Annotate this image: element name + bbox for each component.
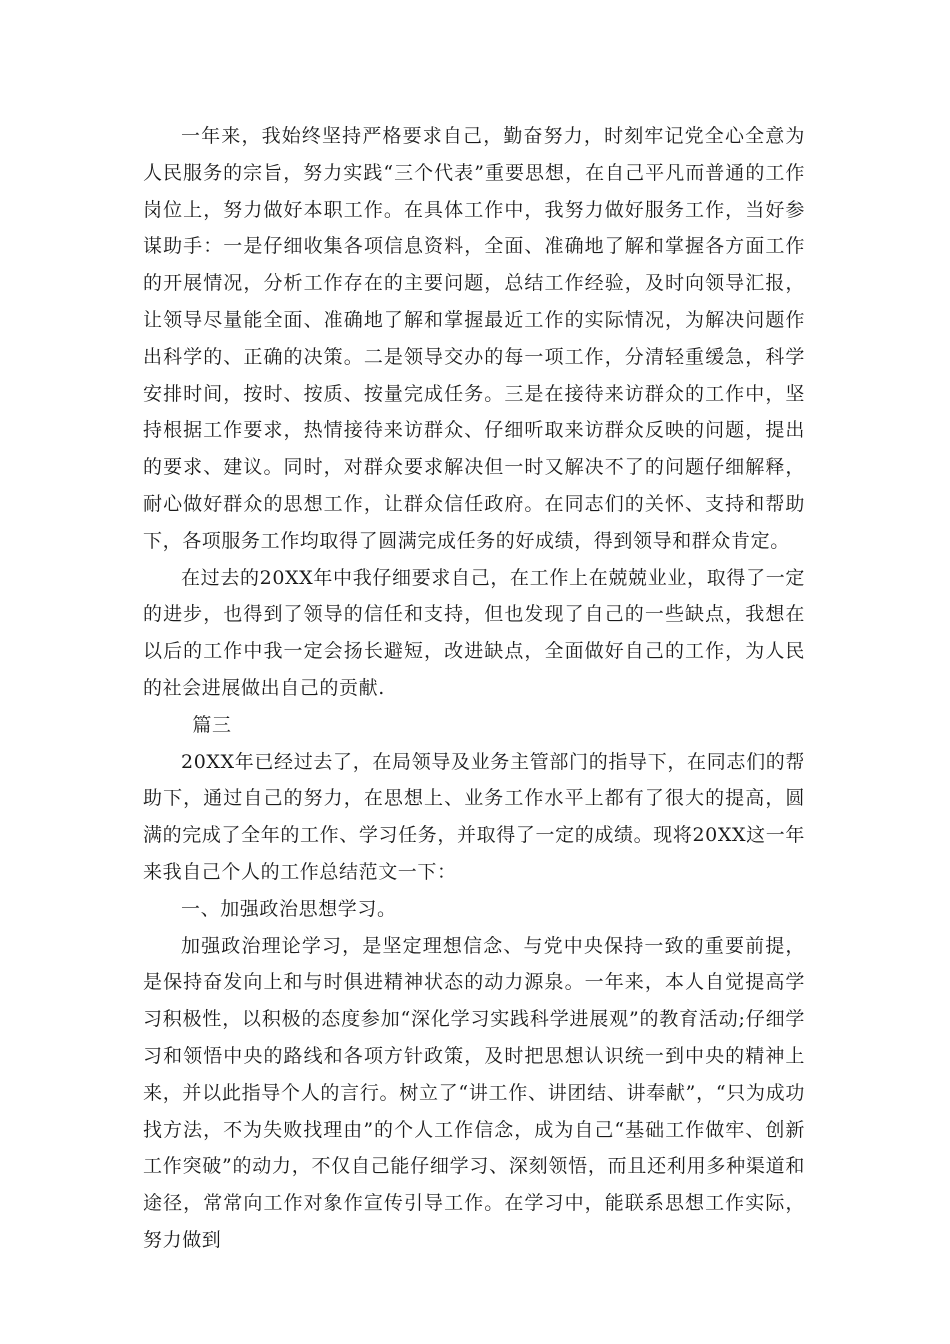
paragraph-work-summary: 一年来，我始终坚持严格要求自己，勤奋努力，时刻牢记党全心全意为人民服务的宗旨，努力实践“三个代表”重要思想，在自己平凡而普通的工作岗位上，努力做好本职工作。在具体工作中，我努力做好服务工作，当好参谋助手：一是仔细收集各项信息资料，全面、准确地了解和掌握各方面工作的开展情况，分析工作存在的主要问题，总结工作经验，及时向领导汇报，让领导尽量能全面、准确地了解和掌握最近工作的实际情况，为解决问题作出科学的、正确的决策。二是领导交办的每一项工作，分清轻重缓急，科学安排时间，按时、按质、按量完成任务。三是在接待来访群众的工作中，坚持根据工作要求，热情接待来访群众、仔细听取来访群众反映的问题，提出的要求、建议。同时，对群众要求解决但一时又解决不了的问题仔细解释，耐心做好群众的思想工作，让群众信任政府。在同志们的关怀、支持和帮助下，各项服务工作均取得了圆满完成任务的好成绩，得到领导和群众肯定。 (143, 125, 805, 552)
paragraph-political-study: 加强政治理论学习，是坚定理想信念、与党中央保持一致的重要前提，是保持奋发向上和与时俱进精神状态的动力源泉。一年来，本人自觉提高学习积极性，以积极的态度参加“深化学习实践科学进展观”的教育活动;仔细学习和领悟中央的路线和各项方针政策，及时把思想认识统一到中央的精神上来，并以此指导个人的言行。树立了“讲工作、讲团结、讲奉献”，“只为成功找方法，不为失败找理由”的个人工作信念，成为自己“基础工作做牢、创新工作突破”的动力，不仅自己能仔细学习、深刻领悟，而且还利用多种渠道和途径，常常向工作对象作宣传引导工作。在学习中，能联系思想工作实际，努力做到 (143, 934, 805, 1251)
paragraph-year-intro: 20XX年已经过去了，在局领导及业务主管部门的指导下，在同志们的帮助下，通过自己的努力，在思想上、业务工作水平上都有了很大的提高，圆满的完成了全年的工作、学习任务，并取得了一定的成绩。现将20XX这一年来我自己个人的工作总结范文一下： (143, 750, 805, 883)
paragraph-past-year: 在过去的20XX年中我仔细要求自己，在工作上在兢兢业业，取得了一定的进步，也得到了领导的信任和支持，但也发现了自己的一些缺点，我想在以后的工作中我一定会扬长避短，改进缺点，全面做好自己的工作，为人民的社会进展做出自己的贡献. (143, 566, 805, 699)
subheading-political-study: 一、加强政治思想学习。 (181, 897, 397, 920)
document-body (143, 118, 805, 1259)
section-heading: 篇三 (192, 713, 232, 736)
